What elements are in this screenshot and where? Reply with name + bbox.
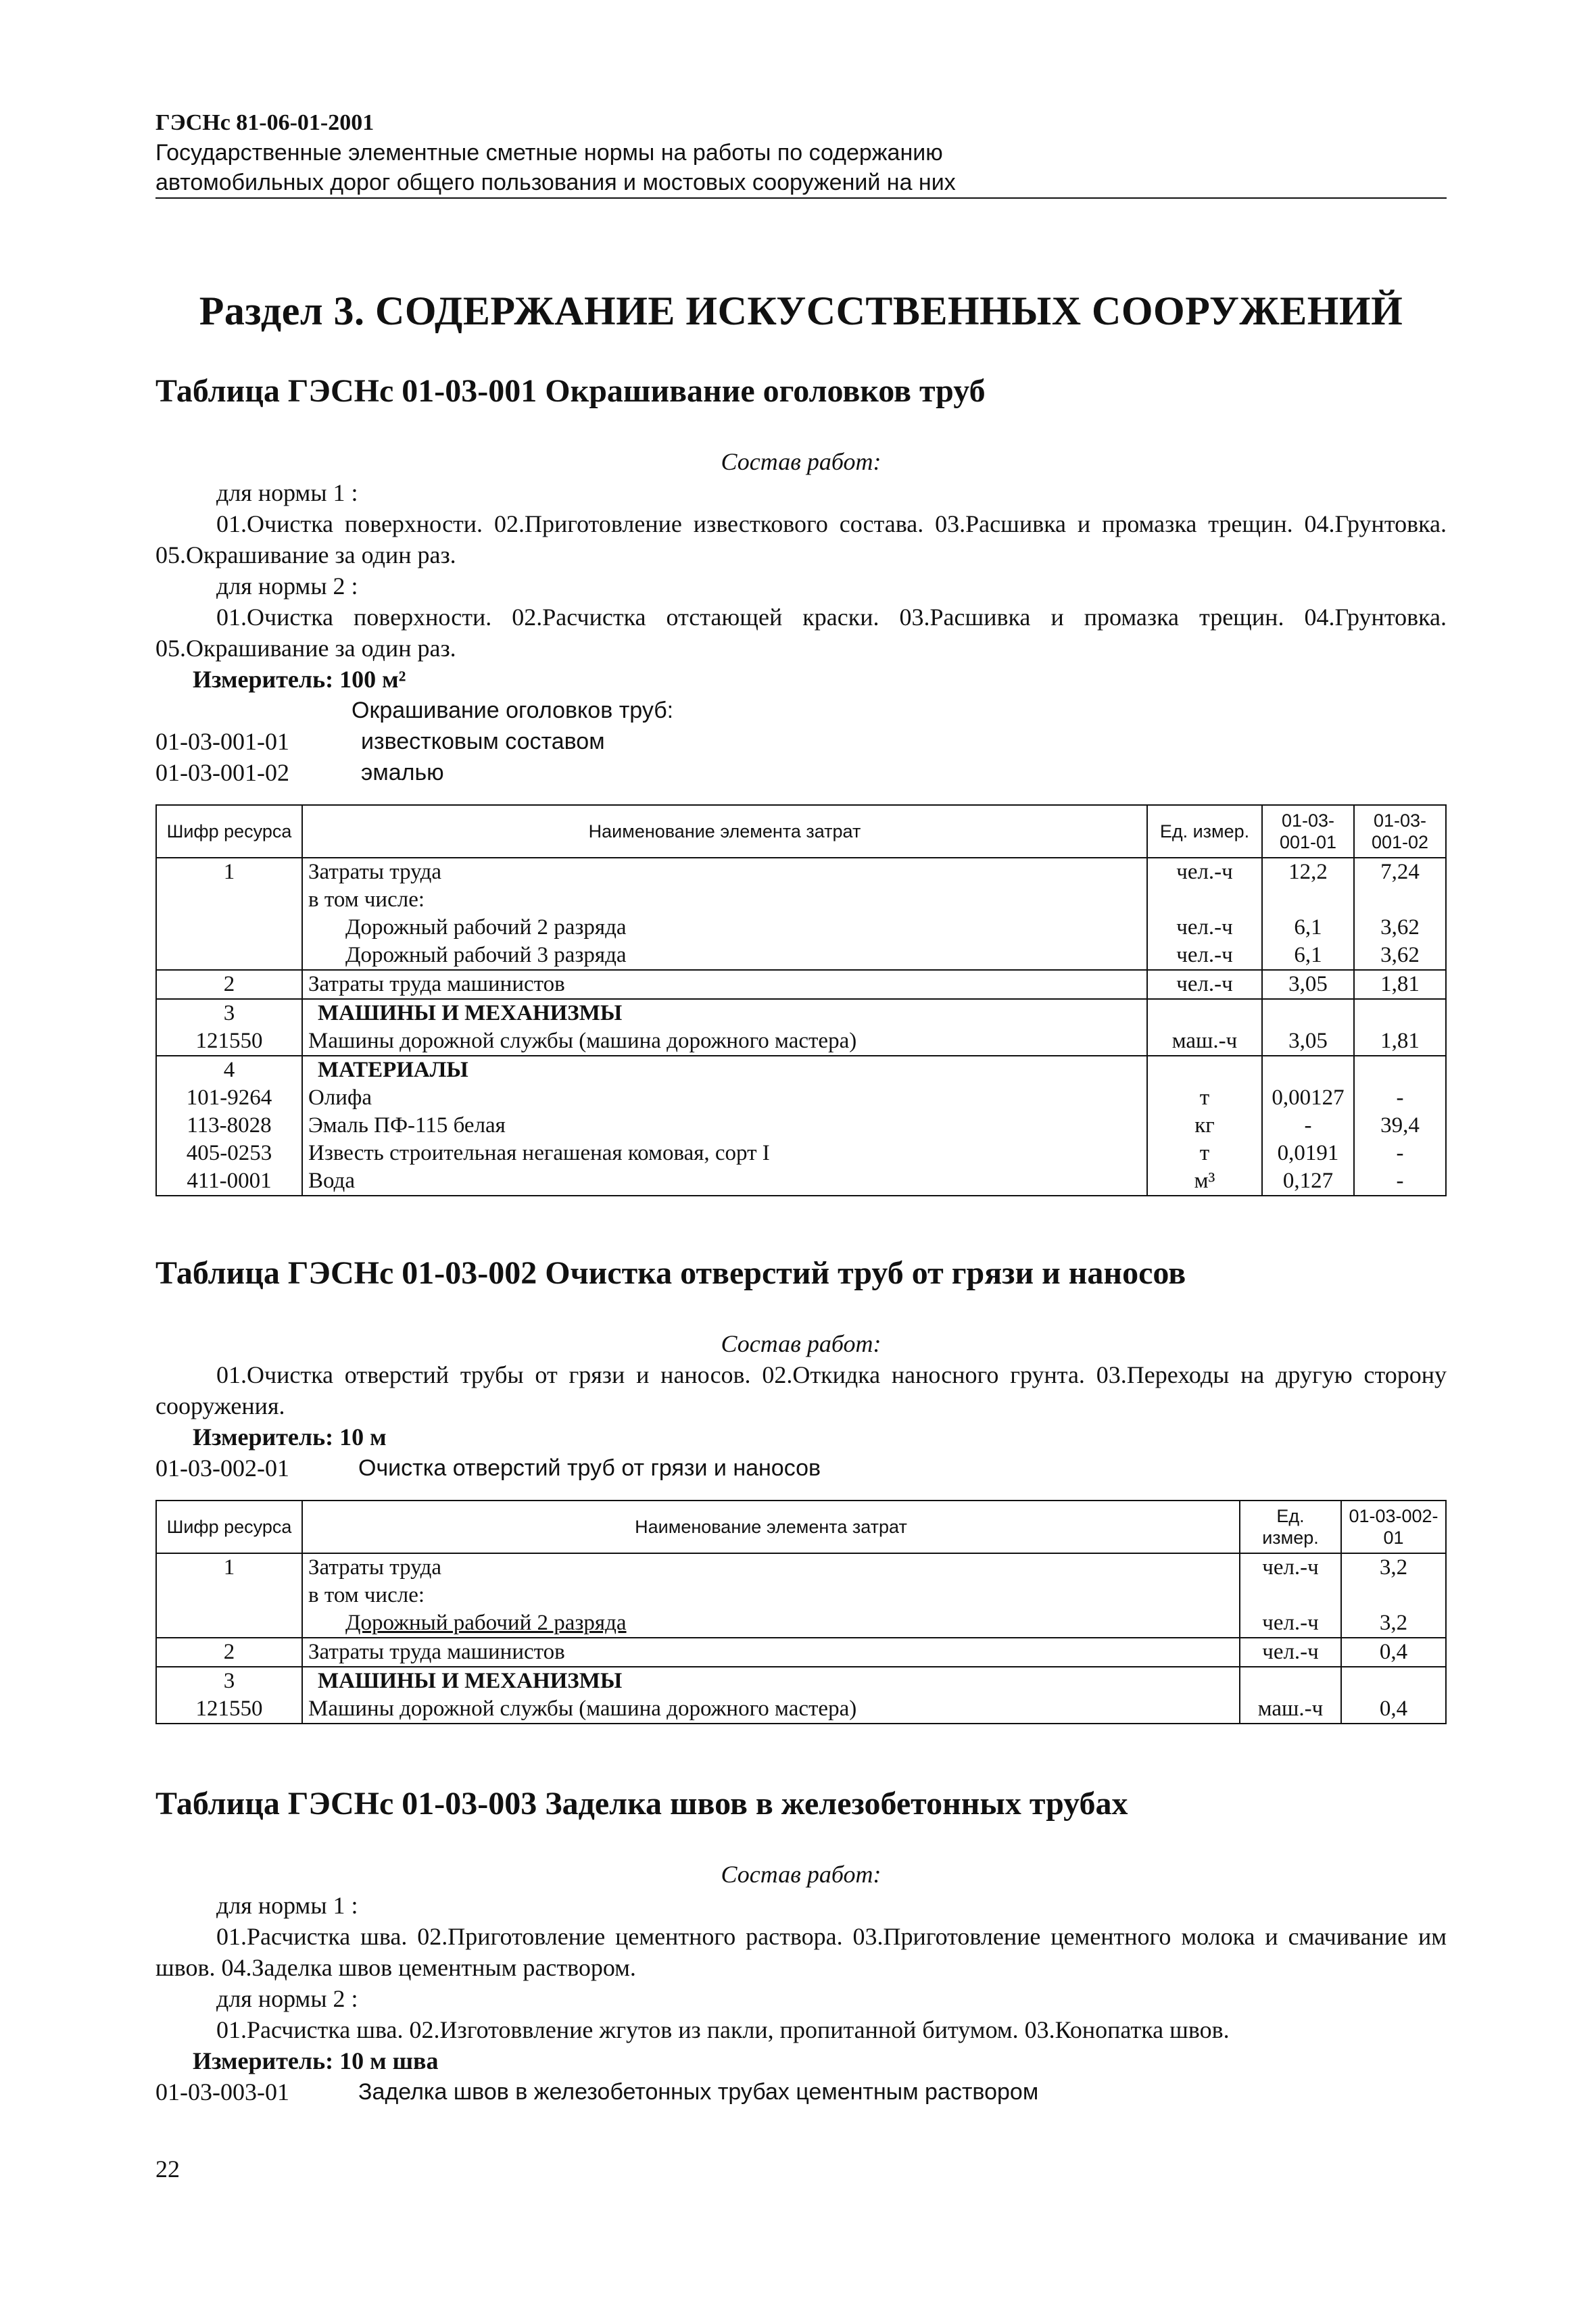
table-2 — [155, 1500, 1447, 1724]
cell: 6,1 — [1294, 915, 1322, 940]
col-resource-code: Шифр ресурса — [156, 1501, 302, 1553]
col-resource-code: Шифр ресурса — [156, 805, 302, 858]
table-2-title: Таблица ГЭСНс 01-03-002 Очистка отверстий труб от грязи и наносов — [155, 1255, 1186, 1291]
cell: 3,62 — [1380, 915, 1420, 940]
cell: 0,0191 — [1277, 1141, 1339, 1165]
cell: 3,2 — [1379, 1611, 1408, 1635]
cell: 405-0253 — [186, 1141, 272, 1165]
table-3-norm1-text: 01.Расчистка шва. 02.Приготовление цементного раствора. 03.Приготовление цементного молока и смачивание им швов. 04.Заделка швов цементным раствором. — [155, 1923, 1447, 1981]
col-norm-1: 01-03-001-01 — [1262, 805, 1354, 858]
cell: чел.-ч — [1262, 1640, 1319, 1664]
cell: МАШИНЫ И МЕХАНИЗМЫ — [318, 1001, 623, 1025]
table-3-sostav: Состав работ: — [721, 1861, 881, 1888]
cell: 1 — [223, 1555, 235, 1580]
table-row — [156, 1056, 1446, 1196]
cell: чел.-ч — [1176, 943, 1233, 967]
table-3-title: Таблица ГЭСНс 01-03-003 Заделка швов в железобетонных трубах — [155, 1786, 1128, 1822]
cell: Известь строительная негашеная комовая, сорт I — [308, 1141, 770, 1165]
norm-desc: известковым составом — [361, 729, 605, 754]
cell: 3,2 — [1379, 1555, 1408, 1580]
cell: 7,24 — [1380, 860, 1420, 884]
section-title: Раздел 3. СОДЕРЖАНИЕ ИСКУССТВЕННЫХ СООРУЖЕНИЙ — [199, 289, 1403, 333]
cell: Затраты труда машинистов — [308, 1640, 565, 1664]
table-1-subhead: Окрашивание оголовков труб: — [352, 698, 674, 723]
cell: 0,4 — [1379, 1640, 1408, 1664]
measure-value: 10 м шва — [339, 2047, 439, 2074]
cell: чел.-ч — [1176, 915, 1233, 940]
cell: 0,127 — [1282, 1169, 1334, 1193]
col-unit: Ед. измер. — [1147, 805, 1262, 858]
table-3-norm2-text: 01.Расчистка шва. 02.Изготоввление жгутов из пакли, пропитанной битумом. 03.Конопатка швов. — [216, 2016, 1230, 2043]
cell: 101-9264 — [186, 1086, 272, 1110]
cell: 113-8028 — [187, 1113, 272, 1138]
document-page — [155, 108, 1447, 2183]
code-row — [155, 726, 1447, 757]
cell: 411-0001 — [187, 1169, 272, 1193]
norm-code: 01-03-002-01 — [155, 1455, 289, 1482]
cell: 12,2 — [1288, 860, 1328, 884]
table-1-norm2-label: для нормы 2 : — [216, 572, 358, 600]
cell: 3,62 — [1380, 943, 1420, 967]
table-3-measure — [155, 2045, 1447, 2076]
table-2-measure — [155, 1421, 1447, 1453]
table-row — [156, 1667, 1446, 1724]
cell: Дорожный рабочий 2 разряда — [345, 915, 627, 940]
measure-label: Измеритель: — [193, 1423, 334, 1451]
cell: МАТЕРИАЛЫ — [318, 1058, 468, 1082]
measure-label: Измеритель: — [193, 2047, 334, 2074]
cell: 3 — [223, 1669, 235, 1693]
table-1-measure — [155, 664, 1447, 695]
cell: в том числе: — [308, 1583, 425, 1607]
measure-value: 10 м — [339, 1423, 387, 1451]
norm-code: 01-03-003-01 — [155, 2078, 289, 2105]
col-norm-2: 01-03-001-02 — [1354, 805, 1446, 858]
col-element-name: Наименование элемента затрат — [302, 1501, 1240, 1553]
header-line-2: автомобильных дорог общего пользования и мостовых сооружений на них — [155, 168, 1447, 199]
cell: маш.-ч — [1257, 1697, 1324, 1721]
cell: 0,4 — [1379, 1697, 1408, 1721]
cell: 2 — [223, 972, 235, 996]
cell: 0,00127 — [1272, 1086, 1345, 1110]
cell: МАШИНЫ И МЕХАНИЗМЫ — [318, 1669, 623, 1693]
code-row — [155, 757, 1447, 788]
table-row — [156, 999, 1446, 1056]
norm-desc: Очистка отверстий труб от грязи и наносов — [358, 1455, 821, 1481]
cell: 3 — [223, 1001, 235, 1025]
code-row — [155, 2076, 1447, 2107]
cell: Вода — [308, 1169, 355, 1193]
cell: 2 — [223, 1640, 235, 1664]
cell: 1,81 — [1380, 972, 1420, 996]
cell: 3,05 — [1288, 972, 1328, 996]
cell: 121550 — [195, 1697, 263, 1721]
cell: кг — [1194, 1113, 1215, 1138]
table-header-row — [156, 805, 1446, 858]
cell: 3,05 — [1288, 1029, 1328, 1053]
code-row — [155, 1453, 1447, 1484]
cell: - — [1396, 1086, 1404, 1110]
measure-label: Измеритель: — [193, 666, 334, 693]
cell: т — [1199, 1086, 1210, 1110]
cell: Затраты труда — [308, 860, 442, 884]
cell: Затраты труда — [308, 1555, 442, 1580]
table-row — [156, 970, 1446, 999]
cell: 6,1 — [1294, 943, 1322, 967]
table-1-norm1-label: для нормы 1 : — [216, 479, 358, 506]
cell: чел.-ч — [1176, 972, 1233, 996]
cell: 39,4 — [1380, 1113, 1420, 1138]
cell: т — [1199, 1141, 1210, 1165]
cell: Эмаль ПФ-115 белая — [308, 1113, 506, 1138]
cell: м³ — [1194, 1169, 1215, 1193]
table-row — [156, 858, 1446, 970]
table-2-text: 01.Очистка отверстий трубы от грязи и наносов. 02.Откидка наносного грунта. 03.Переходы на другую сторону сооружения. — [155, 1361, 1447, 1419]
header-line-1: Государственные элементные сметные нормы на работы по содержанию — [155, 140, 943, 166]
col-unit: Ед. измер. — [1240, 1501, 1341, 1553]
table-1-sostav: Состав работ: — [721, 448, 881, 475]
cell: Дорожный рабочий 2 разряда — [345, 1611, 627, 1635]
table-1-title: Таблица ГЭСНс 01-03-001 Окрашивание оголовков труб — [155, 373, 986, 409]
cell: 1 — [223, 860, 235, 884]
table-row — [156, 1638, 1446, 1667]
table-3-norm2-label: для нормы 2 : — [216, 1985, 358, 2012]
cell: Затраты труда машинистов — [308, 972, 565, 996]
table-2-sostav: Состав работ: — [721, 1330, 881, 1357]
cell: Олифа — [308, 1086, 372, 1110]
cell: Машины дорожной службы (машина дорожного мастера) — [308, 1697, 857, 1721]
norm-desc: Заделка швов в железобетонных трубах цементным раствором — [358, 2079, 1039, 2105]
table-1-norm1-text: 01.Очистка поверхности. 02.Приготовление известкового состава. 03.Расшивка и промазка трещин. 04.Грунтовка. 05.Окрашивание за один раз. — [155, 510, 1447, 568]
col-element-name: Наименование элемента затрат — [302, 805, 1147, 858]
norm-code: 01-03-001-01 — [155, 728, 289, 755]
table-1-norm2-text: 01.Очистка поверхности. 02.Расчистка отстающей краски. 03.Расшивка и промазка трещин. 04.Грунтовка. 05.Окрашивание за один раз. — [155, 604, 1447, 662]
cell: в том числе: — [308, 887, 425, 912]
cell: чел.-ч — [1262, 1611, 1319, 1635]
norm-desc: эмалью — [361, 760, 444, 785]
page-number: 22 — [155, 2155, 180, 2183]
cell: 121550 — [195, 1029, 263, 1053]
measure-value: 100 м² — [339, 666, 406, 693]
norm-code: 01-03-001-02 — [155, 759, 289, 786]
table-header-row — [156, 1501, 1446, 1553]
cell: Машины дорожной службы (машина дорожного мастера) — [308, 1029, 857, 1053]
table-row — [156, 1553, 1446, 1638]
cell: Дорожный рабочий 3 разряда — [345, 943, 627, 967]
cell: 4 — [223, 1058, 235, 1082]
header-code: ГЭСНс 81-06-01-2001 — [155, 110, 374, 135]
table-1 — [155, 804, 1447, 1196]
cell: 1,81 — [1380, 1029, 1420, 1053]
cell: маш.-ч — [1171, 1029, 1238, 1053]
cell: - — [1396, 1169, 1404, 1193]
cell: - — [1304, 1113, 1312, 1138]
cell: - — [1396, 1141, 1404, 1165]
cell: чел.-ч — [1262, 1555, 1319, 1580]
col-norm-1: 01-03-002-01 — [1341, 1501, 1446, 1553]
cell: чел.-ч — [1176, 860, 1233, 884]
table-3-norm1-label: для нормы 1 : — [216, 1892, 358, 1919]
